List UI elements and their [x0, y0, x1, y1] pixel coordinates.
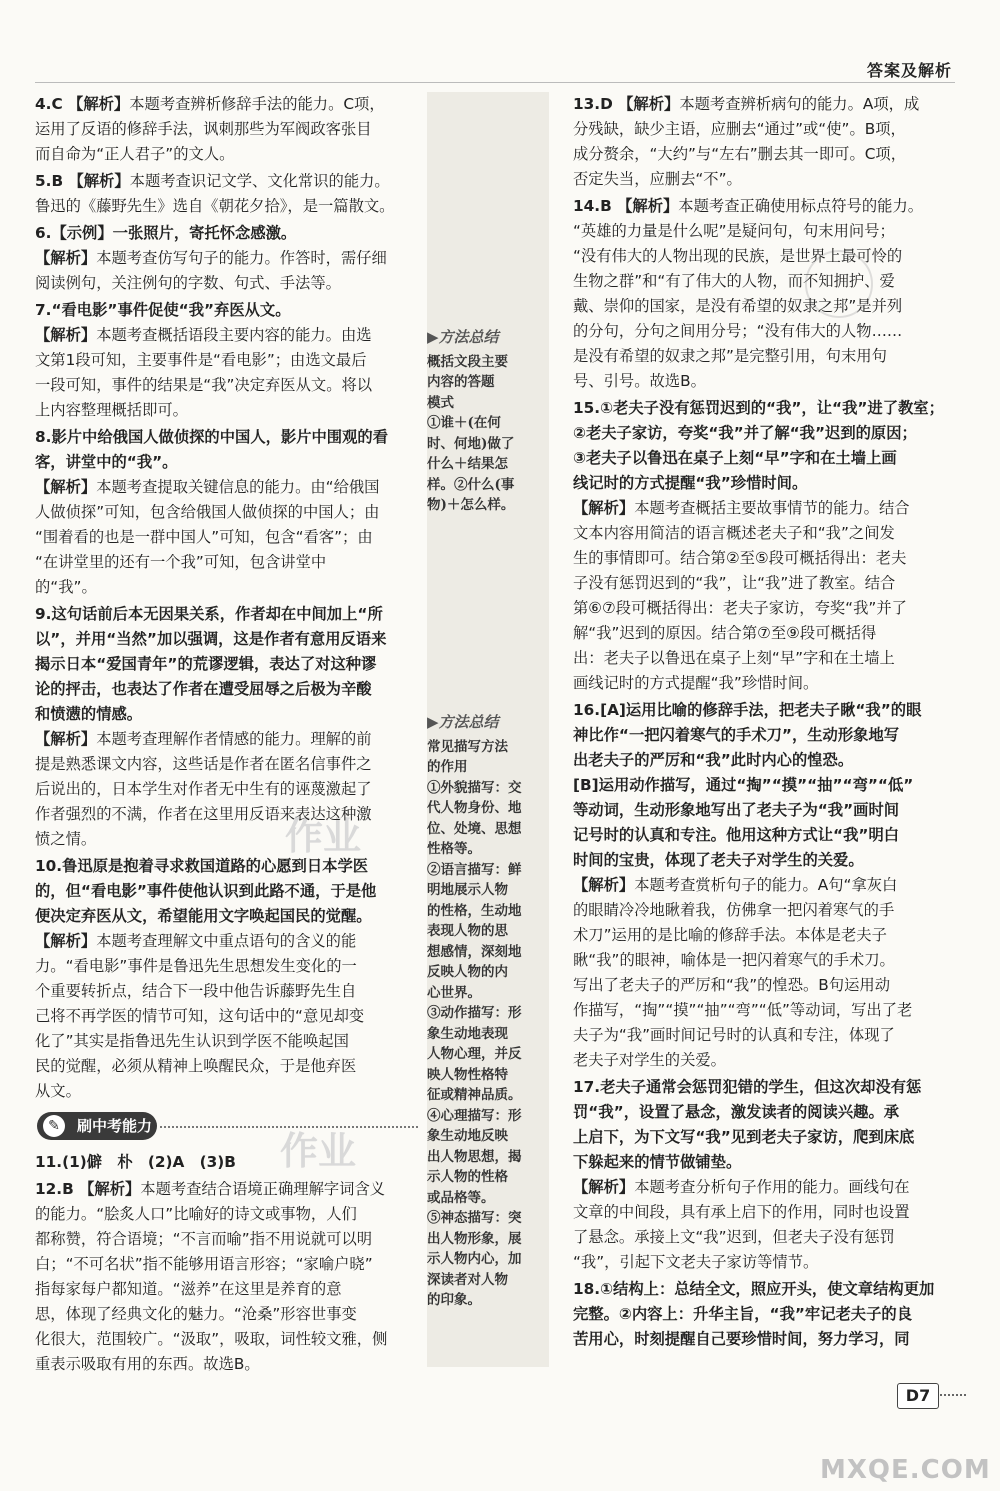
- method-summary-line: ④心理描写：形: [427, 1107, 522, 1124]
- answer-line: [573, 1327, 948, 1352]
- answer-line: [573, 194, 948, 219]
- method-summary-line: ③动作描写：形: [427, 1005, 522, 1021]
- answer-line: [35, 246, 425, 271]
- answer-line: [35, 602, 425, 627]
- body-text: “围着看的也是一群中国人”可知，包含“看客”；由: [35, 528, 373, 546]
- page-header: 答案及解析: [866, 61, 952, 80]
- body-text: 重表示吸取有用的东西。故选B。: [35, 1355, 260, 1373]
- method-summary-title: ▶方法总结: [427, 328, 499, 346]
- bold-text: 17.老夫子通常会惩罚犯错的学生，但这次却没有惩: [573, 1078, 922, 1096]
- answer-line: [573, 1075, 948, 1100]
- answer-item-q18: [573, 1277, 948, 1352]
- bold-text: 【解析】: [573, 499, 635, 517]
- answer-line: [35, 348, 425, 373]
- answer-line: [35, 677, 425, 702]
- answer-item-q12: [35, 1177, 425, 1377]
- method-summary-line: 象生动地反映: [427, 1128, 508, 1144]
- answer-line: [35, 575, 425, 600]
- answer-line: [573, 269, 948, 294]
- answer-line: [573, 898, 948, 923]
- bold-text: 苦用心，时刻提醒自己要珍惜时间，努力学习，同: [573, 1330, 910, 1348]
- answer-line: [35, 323, 425, 348]
- method-summary-line: 代人物身份、地: [427, 800, 522, 816]
- body-text: 人做侦探”可知，包含给俄国人做侦探的中国人；由: [35, 503, 380, 521]
- body-text: 一段可知，事件的结果是“我”决定弃医从文。将以: [35, 376, 373, 394]
- answer-line: [35, 298, 425, 323]
- body-text: 指每家每户都知道。“滋养”在这里是养育的意: [35, 1280, 342, 1298]
- bold-text: 【解析】: [35, 249, 97, 267]
- body-text: 本题考查分析句子作用的能力。画线句在: [634, 1178, 910, 1196]
- method-summary-line: 样。②什么(事: [427, 476, 515, 493]
- answer-item-q17: [573, 1075, 948, 1275]
- answer-line: [573, 421, 948, 446]
- body-text: 本题考查仿写句子的能力。作答时，需仔细: [96, 249, 387, 267]
- left-column-bottom: [35, 1150, 425, 1379]
- body-text: 愤之情。: [35, 830, 97, 848]
- answer-line: [573, 244, 948, 269]
- answer-line: [35, 1202, 425, 1227]
- answer-line: [573, 117, 948, 142]
- answer-line: [35, 702, 425, 727]
- bold-text: 出老夫子的严厉和“我”此时内心的惶恐。: [573, 751, 854, 769]
- answer-line: [573, 798, 948, 823]
- answer-line: [35, 475, 425, 500]
- answer-line: [573, 496, 948, 521]
- answer-line: [573, 294, 948, 319]
- answer-line: [573, 1200, 948, 1225]
- body-text: 白；“不可名状”指不能够用语言形容；“家喻户晓”: [35, 1255, 373, 1273]
- answer-line: [35, 1327, 425, 1352]
- body-text: 分残缺，缺少主语，应删去“通过”或“使”。B项，: [573, 120, 906, 138]
- body-text: 成分赘余，“大约”与“左右”删去其一即可。C项，: [573, 145, 907, 163]
- method-summary-line: 位、处境、思想: [427, 820, 522, 837]
- body-text: 了悬念。承接上文“我”迟到，但老夫子没有惩罚: [573, 1228, 895, 1246]
- answer-item-q4: [35, 92, 425, 167]
- body-text: “英雄的力量是什么呢”是疑问句，句末用问号；: [573, 222, 895, 240]
- answer-item-q15: [573, 396, 948, 696]
- answer-line: [35, 450, 425, 475]
- answer-line: [573, 319, 948, 344]
- method-summary-line: 出人物思想，揭: [427, 1148, 522, 1165]
- answer-line: [573, 1100, 948, 1125]
- bold-text: 6.【示例】一张照片，寄托怀念感激。: [35, 224, 297, 242]
- body-text: 运用了反语的修辞手法，讽刺那些为军阀政客张目: [35, 120, 372, 138]
- body-text: 后说出的，日本学生对作者无中生有的诬蔑激起了: [35, 780, 372, 798]
- bold-text: 以”，并用“当然”加以强调，这是作者有意用反语来: [35, 630, 387, 648]
- answer-line: [35, 854, 425, 879]
- method-summary-line: ⑤神态描写：突: [427, 1210, 522, 1226]
- bold-text: 12.B: [35, 1180, 80, 1198]
- answer-line: [35, 271, 425, 296]
- answer-line: [35, 500, 425, 525]
- method-summary-line: 人物心理，并反: [427, 1046, 522, 1062]
- body-text: 本题考查结合语境正确理解字词含义: [140, 1180, 386, 1198]
- bold-text: 7.“看电影”事件促使“我”弃医从文。: [35, 301, 291, 319]
- bold-text: 【解析】: [573, 1178, 635, 1196]
- bold-text: 下躲起来的情节做铺垫。: [573, 1153, 742, 1171]
- method-summary-line: ①外貌描写：交: [427, 779, 522, 796]
- answer-line: [573, 671, 948, 696]
- method-summary-line: 模式: [427, 394, 454, 411]
- answer-item-q14: [573, 194, 948, 394]
- method-summary-line: 内容的答题: [427, 374, 495, 390]
- body-text: 否定失当，应删去“不”。: [573, 170, 742, 188]
- body-text: 本题考查识记文学、文化常识的能力。: [129, 172, 390, 190]
- answer-line: [35, 752, 425, 777]
- body-text: 子没有惩罚迟到的“我”，让“我”进了教室。结合: [573, 574, 896, 592]
- answer-line: [35, 1302, 425, 1327]
- answer-line: [35, 904, 425, 929]
- answer-line: [35, 398, 425, 423]
- body-text: 个重要转折点，结合下一段中他告诉藤野先生自: [35, 982, 357, 1000]
- answer-line: [35, 727, 425, 752]
- body-text: 化很大，范围较广。“汲取”，吸取，词性较文雅，侧: [35, 1330, 388, 1348]
- method-summary-line: 常见描写方法: [427, 738, 508, 755]
- answer-line: [573, 748, 948, 773]
- body-text: 作者强烈的不满，作者在这里用反语来表达这种激: [35, 805, 372, 823]
- answer-line: [573, 571, 948, 596]
- body-text: 作描写，“掏”“摸”“抽”“弯”“低”等动词，写出了老: [573, 1001, 913, 1019]
- answer-line: [35, 373, 425, 398]
- answer-line: [573, 396, 948, 421]
- ghost-watermark-2: 作业: [280, 1128, 357, 1173]
- method-summary-line: 出人物形象，展: [427, 1230, 522, 1247]
- body-text: 鲁迅的《藤野先生》选自《朝花夕拾》，是一篇散文。: [35, 197, 395, 215]
- answer-line: [35, 117, 425, 142]
- header-rule: [35, 82, 955, 83]
- left-column: [35, 92, 425, 1106]
- bold-text: 5.B: [35, 172, 69, 190]
- answer-item-q7: [35, 298, 425, 423]
- bold-text: 【解析】: [79, 1180, 141, 1198]
- body-text: 本题考查提取关键信息的能力。由“给俄国: [96, 478, 380, 496]
- answer-line: [35, 1004, 425, 1029]
- answer-item-q5: [35, 169, 425, 219]
- answer-line: [573, 848, 948, 873]
- bold-text: 记号时的认真和专注。他用这种方式让“我”明白: [573, 826, 900, 844]
- body-text: 解“我”迟到的原因。结合第⑦至⑨段可概括得: [573, 624, 877, 642]
- page-number: D7: [897, 1383, 939, 1409]
- body-text: 的“我”。: [35, 578, 97, 596]
- bold-text: 线记时的方式提醒“我”珍惜时间。: [573, 474, 808, 492]
- answer-item-q10: [35, 854, 425, 1104]
- answer-line: [573, 471, 948, 496]
- bold-text: 14.B: [573, 197, 618, 215]
- bold-text: 13.D: [573, 95, 619, 113]
- answer-line: [35, 92, 425, 117]
- body-text: 从文。: [35, 1082, 81, 1100]
- body-text: 的分句，分句之间用分号；“没有伟大的人物……: [573, 322, 903, 340]
- bold-text: 【解析】: [573, 876, 635, 894]
- body-text: 阅读例句，关注例句的字数、句式、手法等。: [35, 274, 341, 292]
- method-summary-line: 性格等。: [427, 841, 481, 857]
- answer-line: [573, 1175, 948, 1200]
- answer-line: [35, 142, 425, 167]
- bold-text: ②老夫子家访，夸奖“我”并了解“我”迟到的原因；: [573, 424, 917, 442]
- method-summary-line: 或品格等。: [427, 1189, 495, 1206]
- answer-line: [35, 194, 425, 219]
- bold-text: 客，讲堂中的“我”。: [35, 453, 178, 471]
- method-summary-line: 象生动地表现: [427, 1025, 508, 1042]
- bold-text: 11.(1)僻 朴 (2)A (3)B: [35, 1153, 236, 1171]
- answer-line: [573, 1023, 948, 1048]
- answer-line: [35, 827, 425, 852]
- answer-line: [573, 369, 948, 394]
- body-text: 都称赞，符合语境；“不言而喻”指不用说就可以明: [35, 1230, 373, 1248]
- answer-line: [35, 1177, 425, 1202]
- bold-text: 【解析】: [35, 478, 97, 496]
- method-summary-line: 示人物的性格: [427, 1169, 508, 1185]
- method-summary-line: ②语言描写：鲜: [427, 861, 522, 878]
- bold-text: 8.影片中给俄国人做侦探的中国人，影片中围观的看: [35, 428, 388, 446]
- body-text: 思，体现了经典文化的魅力。“沧桑”形容世事变: [35, 1305, 357, 1323]
- body-text: 本题考查理解文中重点语句的含义的能: [96, 932, 357, 950]
- answer-line: [573, 1125, 948, 1150]
- method-summary-line: 什么＋结果怎: [427, 456, 508, 472]
- answer-line: [573, 1277, 948, 1302]
- method-summary-line: 的印象。: [427, 1292, 481, 1308]
- bold-text: 15.①老夫子没有惩罚迟到的“我”，让“我”进了教室；: [573, 399, 944, 417]
- answer-line: [573, 998, 948, 1023]
- body-text: 文本内容用简洁的语言概述老夫子和“我”之间发: [573, 524, 895, 542]
- bold-text: ③老夫子以鲁迅在桌子上刻“早”字和在土墙上画: [573, 449, 897, 467]
- bold-text: 便决定弃医从文，希望能用文字唤起国民的觉醒。: [35, 907, 372, 925]
- method-summary-line: 深读者对人物: [427, 1271, 508, 1288]
- method-summary-line: 的作用: [427, 759, 468, 775]
- method-summary-line: 表现人物的思: [427, 923, 508, 939]
- body-text: 出：老夫子以鲁迅在桌子上刻“早”字和在土墙上: [573, 649, 895, 667]
- bold-text: 神比作“一把闪着寒气的手术刀”，生动形象地写: [573, 726, 900, 744]
- bold-text: 【解析】: [618, 95, 680, 113]
- body-text: 提是熟悉课文内容，这些话是作者在匿名信事件之: [35, 755, 372, 773]
- answer-item-q16: [573, 698, 948, 1073]
- section-divider: [160, 1126, 418, 1128]
- body-text: 是没有希望的奴隶之邦”是完整引用，句末用句: [573, 347, 887, 365]
- bold-text: 4.C: [35, 95, 69, 113]
- answer-line: [573, 219, 948, 244]
- answer-item-q6: [35, 221, 425, 296]
- answer-line: [573, 823, 948, 848]
- method-summary-line: 心世界。: [427, 984, 481, 1001]
- answer-line: [573, 546, 948, 571]
- page-number-dots: [940, 1394, 966, 1396]
- ghost-watermark-1: 作业: [285, 813, 362, 858]
- body-text: 术刀”运用的是比喻的修辞手法。本体是老夫子: [573, 926, 887, 944]
- answer-line: [573, 698, 948, 723]
- body-text: 画线记时的方式提醒“我”珍惜时间。: [573, 674, 819, 692]
- answer-item-q11: [35, 1150, 425, 1175]
- answer-line: [35, 525, 425, 550]
- bold-text: 9.这句话前后本无因果关系，作者却在中间加上“所: [35, 605, 383, 623]
- method-summary-line: 映人物性格特: [427, 1066, 508, 1083]
- body-text: 号、引号。故选B。: [573, 372, 706, 390]
- bold-text: 【解析】: [35, 326, 97, 344]
- answer-line: [35, 777, 425, 802]
- body-text: 文章的中间段，具有承上启下的作用，同时也设置: [573, 1203, 910, 1221]
- answer-line: [573, 773, 948, 798]
- answer-line: [35, 1029, 425, 1054]
- answer-line: [573, 521, 948, 546]
- answer-item-q8: [35, 425, 425, 600]
- body-text: 本题考查概括主要故事情节的能力。结合: [634, 499, 910, 517]
- answer-item-q9: [35, 602, 425, 852]
- watermark-url: MXQE.COM: [820, 1455, 991, 1485]
- bold-text: 的，但“看电影”事件使他认识到此路不通，于是他: [35, 882, 377, 900]
- bold-text: 【解析】: [68, 95, 130, 113]
- body-text: 生的事情即可。结合第②至⑤段可概括得出：老夫: [573, 549, 907, 567]
- bold-text: 揭示日本“爱国青年”的荒谬逻辑，表达了对这种谬: [35, 655, 377, 673]
- answer-line: [573, 344, 948, 369]
- answer-line: [35, 550, 425, 575]
- answer-line: [35, 1227, 425, 1252]
- method-summary-line: 反映人物的内: [427, 964, 508, 980]
- method-summary-box-1: [427, 327, 547, 516]
- body-text: 上内容整理概括即可。: [35, 401, 188, 419]
- body-text: 本题考查正确使用标点符号的能力。: [678, 197, 924, 215]
- answer-line: [35, 802, 425, 827]
- method-summary-line: 时、何地)做了: [427, 435, 515, 452]
- pen-icon: ✎: [43, 1115, 65, 1137]
- answer-line: [573, 646, 948, 671]
- method-summary-line: 概括文段主要: [427, 353, 508, 370]
- method-summary-line: 明地展示人物: [427, 882, 508, 898]
- bold-text: 16.[A]运用比喻的修辞手法，把老夫子瞅“我”的眼: [573, 701, 922, 719]
- body-text: “没有伟大的人物出现的民族，是世界上最可怜的: [573, 247, 903, 265]
- body-text: “在讲堂里的还有一个我”可知，包含讲堂中: [35, 553, 327, 571]
- bold-text: 时间的宝贵，体现了老夫子对学生的关爱。: [573, 851, 864, 869]
- method-summary-line: ①谁＋(在何: [427, 415, 501, 431]
- method-summary-box-2: [427, 712, 547, 1311]
- answer-line: [573, 973, 948, 998]
- body-text: “我”，引起下文老夫子家访等情节。: [573, 1253, 819, 1271]
- answer-line: [35, 1150, 425, 1175]
- answer-line: [573, 92, 948, 117]
- answer-line: [35, 1252, 425, 1277]
- answer-line: [35, 221, 425, 246]
- answer-line: [35, 1054, 425, 1079]
- body-text: 的能力。“脍炙人口”比喻好的诗文或事物，人们: [35, 1205, 357, 1223]
- body-text: 第⑥⑦段可概括得出：老夫子家访，夸奖“我”并了: [573, 599, 907, 617]
- method-summary-line: 的性格，生动地: [427, 902, 522, 919]
- body-text: 老夫子对学生的关爱。: [573, 1051, 726, 1069]
- method-summary-line: 想感情，深刻地: [427, 943, 522, 960]
- body-text: 本题考查理解作者情感的能力。理解的前: [96, 730, 372, 748]
- section-tag: [37, 1112, 157, 1140]
- answer-line: [35, 425, 425, 450]
- body-text: 本题考查概括语段主要内容的能力。由选: [96, 326, 372, 344]
- bold-text: 【解析】: [617, 197, 679, 215]
- answer-line: [573, 1225, 948, 1250]
- answer-line: [573, 1048, 948, 1073]
- answer-line: [573, 142, 948, 167]
- answer-line: [573, 1150, 948, 1175]
- answer-line: [573, 621, 948, 646]
- bold-text: 10.鲁迅原是抱着寻求救国道路的心愿到日本学医: [35, 857, 369, 875]
- method-summary-line: 征或精神品质。: [427, 1087, 522, 1103]
- answer-line: [573, 723, 948, 748]
- body-text: 的眼睛冷冷地瞅着我，仿佛拿一把闪着寒气的手: [573, 901, 895, 919]
- body-text: 写出了老夫子的严厉和“我”的惶恐。B句运用动: [573, 976, 890, 994]
- answer-line: [573, 446, 948, 471]
- answer-line: [35, 1352, 425, 1377]
- method-summary-line: 物)＋怎么样。: [427, 497, 515, 513]
- answer-line: [35, 1277, 425, 1302]
- bold-text: 罚“我”，设置了悬念，激发读者的阅读兴趣。承: [573, 1103, 900, 1121]
- section-label: 刷中考能力: [77, 1117, 153, 1135]
- body-text: 戴、崇仰的国家，是没有希望的奴隶之邦”是并列: [573, 297, 903, 315]
- bold-text: 论的抨击，也表达了作者在遭受屈辱之后极为辛酸: [35, 680, 372, 698]
- answer-line: [573, 873, 948, 898]
- answer-line: [35, 652, 425, 677]
- bold-text: 【解析】: [35, 730, 97, 748]
- body-text: 瞅“我”的眼神，喻体是一把闪着寒气的手术刀。: [573, 951, 895, 969]
- body-text: 生物之群”和“有了伟大的人物，而不知拥护、爱: [573, 272, 895, 290]
- bold-text: 和愤懑的情感。: [35, 705, 143, 723]
- body-text: 本题考查赏析句子的能力。A句“拿灰白: [634, 876, 898, 894]
- bold-text: [B]运用动作描写，通过“掏”“摸”“抽”“弯”“低”: [573, 776, 914, 794]
- body-text: 本题考查辨析病句的能力。A项，成: [679, 95, 920, 113]
- answer-line: [35, 627, 425, 652]
- body-text: 本题考查辨析修辞手法的能力。C项，: [129, 95, 385, 113]
- bold-text: 等动词，生动形象地写出了老夫子为“我”画时间: [573, 801, 900, 819]
- answer-item-q13: [573, 92, 948, 192]
- method-summary-title: ▶方法总结: [427, 713, 499, 731]
- answer-line: [35, 929, 425, 954]
- answer-line: [35, 954, 425, 979]
- body-text: 力。“看电影”事件是鲁迅先生思想发生变化的一: [35, 957, 357, 975]
- answer-line: [573, 596, 948, 621]
- answer-line: [573, 923, 948, 948]
- answer-line: [35, 979, 425, 1004]
- answer-line: [573, 948, 948, 973]
- bold-text: 完整。②内容上：升华主旨，“我”牢记老夫子的良: [573, 1305, 912, 1323]
- body-text: 化了”其实是指鲁迅先生认识到学医不能唤起国: [35, 1032, 349, 1050]
- bold-text: 【解析】: [68, 172, 130, 190]
- body-text: 己将不再学医的情节可知，这句话中的“意见却变: [35, 1007, 365, 1025]
- bold-text: 上启下，为下文写“我”见到老夫子家访，爬到床底: [573, 1128, 915, 1146]
- method-summary-line: 示人物内心，加: [427, 1251, 522, 1267]
- bold-text: 18.①结构上：总结全文，照应开头，使文章结构更加: [573, 1280, 935, 1298]
- answer-line: [573, 167, 948, 192]
- answer-line: [35, 1079, 425, 1104]
- body-text: 文第1段可知，主要事件是“看电影”；由选文最后: [35, 351, 367, 369]
- right-column: [573, 92, 948, 1354]
- answer-line: [35, 169, 425, 194]
- body-text: 夫子为“我”画时间记号时的认真和专注，体现了: [573, 1026, 895, 1044]
- bold-text: 【解析】: [35, 932, 97, 950]
- body-text: 民的觉醒，必须从精神上唤醒民众，于是他弃医: [35, 1057, 357, 1075]
- answer-line: [573, 1302, 948, 1327]
- body-text: 而自命为“正人君子”的文人。: [35, 145, 235, 163]
- answer-line: [573, 1250, 948, 1275]
- answer-line: [35, 879, 425, 904]
